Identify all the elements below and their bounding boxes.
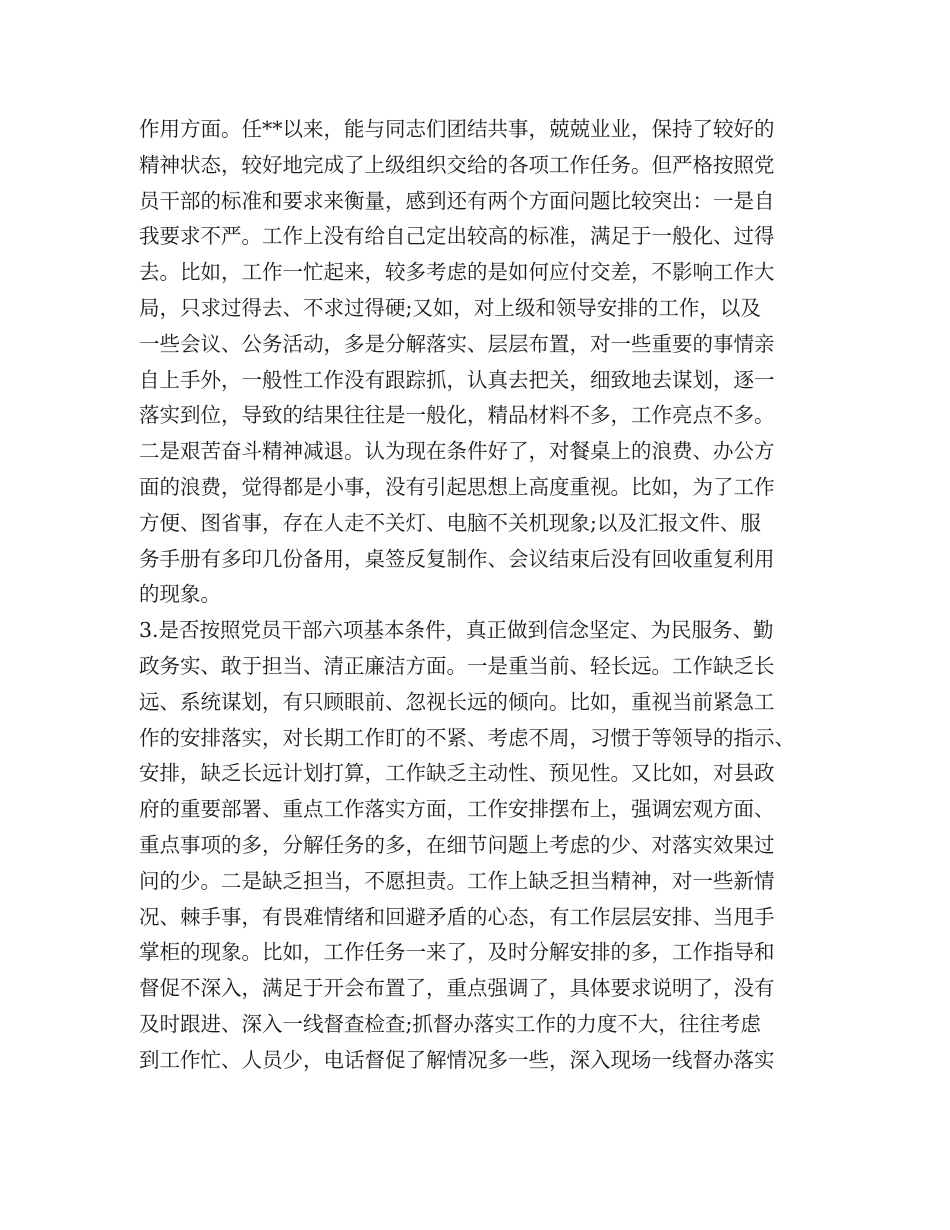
text-line: 的现象。 xyxy=(139,582,221,607)
text-line: 远、系统谋划，有只顾眼前、忽视长远的倾向。比如，重视当前紧急工 xyxy=(139,689,775,714)
text-line: 方便、图省事，存在人走不关灯、电脑不关机现象;以及汇报文件、服 xyxy=(139,510,761,535)
text-line: 自上手外，一般性工作没有跟踪抓，认真去把关，细致地去谋划，逐一 xyxy=(139,367,775,392)
body-text xyxy=(139,112,829,1079)
text-line: 员干部的标准和要求来衡量，感到还有两个方面问题比较突出：一是自 xyxy=(139,188,775,213)
text-line: 及时跟进、深入一线督查检查;抓督办落实工作的力度不大，往往考虑 xyxy=(139,1011,761,1036)
text-line: 去。比如，工作一忙起来，较多考虑的是如何应付交差，不影响工作大 xyxy=(139,260,775,285)
text-line: 到工作忙、人员少，电话督促了解情况多一些，深入现场一线督办落实 xyxy=(139,1047,775,1072)
text-line: 作用方面。任**以来，能与同志们团结共事，兢兢业业，保持了较好的 xyxy=(139,117,775,141)
text-line: 3.是否按照党员干部六项基本条件，真正做到信念坚定、为民服务、勤 xyxy=(139,618,774,643)
text-line: 作的安排落实，对长期工作盯的不紧、考虑不周，习惯于等领导的指示、 xyxy=(139,725,795,750)
text-line: 我要求不严。工作上没有给自己定出较高的标准，满足于一般化、过得 xyxy=(139,224,775,249)
text-line: 务手册有多印几份备用，桌签反复制作、会议结束后没有回收重复利用 xyxy=(139,546,775,571)
text-line: 政务实、敢于担当、清正廉洁方面。一是重当前、轻长远。工作缺乏长 xyxy=(139,653,775,678)
text-line: 局，只求过得去、不求过得硬;又如，对上级和领导安排的工作，以及 xyxy=(139,295,761,320)
text-line: 况、棘手事，有畏难情绪和回避矛盾的心态，有工作层层安排、当甩手 xyxy=(139,904,775,929)
text-line: 落实到位，导致的结果往往是一般化，精品材料不多，工作亮点不多。 xyxy=(139,403,775,428)
text-line: 重点事项的多，分解任务的多，在细节问题上考虑的少、对落实效果过 xyxy=(139,832,775,857)
text-line: 二是艰苦奋斗精神减退。认为现在条件好了，对餐桌上的浪费、办公方 xyxy=(139,439,775,464)
text-line: 安排，缺乏长远计划打算，工作缺乏主动性、预见性。又比如，对县政 xyxy=(139,761,775,786)
text-line: 精神状态，较好地完成了上级组织交给的各项工作任务。但严格按照党 xyxy=(139,152,775,177)
text-line: 府的重要部署、重点工作落实方面，工作安排摆布上，强调宏观方面、 xyxy=(139,797,775,822)
text-line: 问的少。二是缺乏担当，不愿担责。工作上缺乏担当精神，对一些新情 xyxy=(139,868,775,893)
text-line: 督促不深入，满足于开会布置了，重点强调了，具体要求说明了，没有 xyxy=(139,976,775,1001)
text-line: 掌柜的现象。比如，工作任务一来了，及时分解安排的多，工作指导和 xyxy=(139,940,775,965)
text-line: 面的浪费，觉得都是小事，没有引起思想上高度重视。比如，为了工作 xyxy=(139,474,775,499)
text-line: 一些会议、公务活动，多是分解落实、层层布置，对一些重要的事情亲 xyxy=(139,331,775,356)
